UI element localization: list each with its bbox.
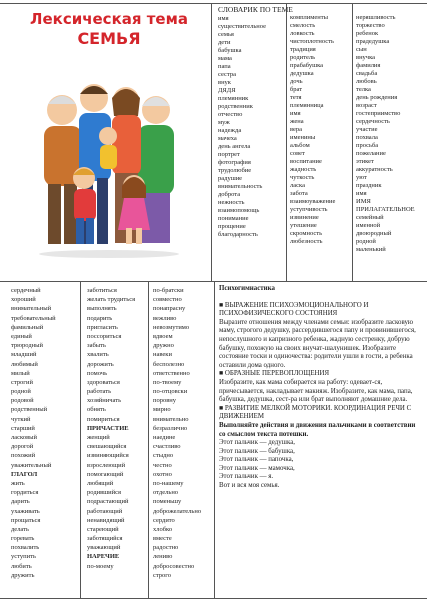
word: по-отцовски: [153, 388, 188, 396]
part-of-speech-label: существительное: [218, 23, 267, 30]
word: пожелание: [356, 150, 386, 157]
instruction: Выполняйте действия и движения пальчиками в соответствии со смыслом текста потешки.: [219, 421, 416, 438]
word: семейный: [356, 214, 384, 221]
word: забыть: [87, 342, 106, 350]
word: понапрасну: [153, 305, 186, 313]
word: утешение: [290, 222, 317, 229]
subsection-heading: ■ РАЗВИТИЕ МЕЛКОЙ МОТОРИКИ. КООРДИНАЦИЯ РЕЧИ С ДВИЖЕНИЕМ: [219, 404, 412, 421]
word: родной: [356, 238, 376, 245]
word: ДЯДЯ: [218, 87, 236, 94]
word: похожий: [11, 452, 36, 460]
word: по-моему: [87, 562, 114, 570]
word: жена: [290, 118, 304, 125]
word: взаимоуважение: [290, 198, 336, 205]
word: этикет: [356, 158, 374, 165]
word: доброжелательно: [153, 507, 202, 515]
page-title: [14, 10, 204, 48]
word: ухаживать: [11, 507, 40, 515]
word: дочь: [290, 78, 303, 85]
word: взаимопомощь: [218, 207, 260, 214]
word: вежливо: [153, 314, 177, 322]
word: скромность: [290, 230, 323, 237]
psycho-gymnastics-section: [219, 285, 418, 491]
word: мачеха: [218, 135, 237, 142]
word: добросовестно: [153, 562, 195, 570]
word: портрет: [218, 151, 240, 158]
word: любовь: [356, 78, 377, 85]
word: ненавидящий: [87, 516, 125, 524]
word: уважающий: [87, 544, 121, 552]
word: имя: [290, 110, 301, 117]
word: прадедушка: [356, 38, 390, 45]
word: прощение: [218, 223, 246, 230]
word: уступчивость: [290, 206, 328, 213]
word: благодарность: [218, 231, 258, 238]
part-of-speech-label: ПРИЧАСТИЕ: [87, 424, 129, 432]
word: родственный: [11, 406, 48, 414]
word: бесполезно: [153, 360, 185, 368]
word: дружить: [11, 571, 35, 579]
word: телка: [356, 86, 371, 93]
word: поровну: [153, 397, 177, 405]
word: ловкость: [290, 30, 315, 37]
word: имя: [356, 190, 367, 197]
word: счастливо: [153, 443, 181, 451]
word: по-нашему: [153, 479, 184, 487]
word: день ангела: [218, 143, 251, 150]
word: дедушка: [290, 70, 314, 77]
word: забота: [290, 190, 308, 197]
word: племянник: [218, 95, 249, 102]
word: старший: [11, 424, 35, 432]
word: желать трудиться: [87, 296, 136, 304]
word: обнять: [87, 406, 106, 414]
word: единый: [11, 332, 32, 340]
word: совет: [290, 150, 305, 157]
word: именной: [356, 222, 381, 229]
word: сердито: [153, 516, 175, 524]
word: вера: [290, 126, 303, 133]
word: уважительный: [11, 461, 52, 469]
word: требовательный: [11, 314, 56, 322]
word: извиняющийся: [87, 452, 129, 460]
word: дорогой: [11, 443, 34, 451]
word: нежность: [218, 199, 245, 206]
word: ласка: [290, 182, 305, 189]
word: ласковый: [11, 434, 38, 441]
word: неряшливость: [356, 14, 396, 21]
word: бабушка: [218, 47, 242, 54]
word: внук: [218, 79, 231, 86]
rhyme-line: Этот пальчик — папочка,: [219, 456, 294, 464]
word: честно: [153, 461, 172, 469]
word: дорожить: [87, 360, 114, 368]
word: альбом: [290, 142, 310, 149]
word: понимание: [218, 215, 249, 222]
word: папа: [218, 63, 231, 70]
word: смелость: [290, 22, 316, 29]
word: чуткость: [290, 174, 315, 181]
word: подарить: [87, 314, 113, 322]
word: поменьшу: [153, 498, 182, 506]
word: гордиться: [11, 489, 39, 497]
word: жить: [11, 479, 25, 487]
word: мама: [218, 55, 232, 62]
word: ответственно: [153, 369, 190, 377]
word: выполнять: [87, 305, 117, 313]
word: отдельно: [153, 489, 179, 497]
word: горевать: [11, 535, 35, 543]
vocab-col-3: [356, 14, 424, 254]
word: радостно: [153, 544, 179, 552]
word: помочь: [87, 369, 108, 377]
word: свадьба: [356, 70, 378, 77]
part-of-speech-label: ИМЯ: [356, 198, 371, 205]
top-border: [0, 3, 427, 4]
word: внимательно: [153, 415, 189, 423]
word: помогающий: [87, 470, 124, 478]
word: аккуратность: [356, 166, 393, 173]
title-line-1: Лексическая тема: [30, 10, 188, 28]
word: дарить: [11, 498, 30, 506]
rhyme-line: Этот пальчик — бабушка,: [219, 447, 295, 455]
word: традиция: [290, 46, 316, 53]
word: любить: [11, 562, 32, 570]
word: брат: [290, 86, 303, 93]
word: вдвоем: [153, 332, 173, 340]
word: заботиться: [87, 287, 117, 294]
word: родственник: [218, 103, 253, 110]
word: навеки: [153, 351, 172, 359]
divider-upper-1: [211, 3, 212, 281]
word: здороваться: [87, 378, 120, 386]
word: лениво: [153, 553, 173, 561]
word: радушие: [218, 175, 243, 182]
word: тетя: [290, 94, 302, 101]
word: уступить: [11, 553, 36, 561]
word: торжество: [356, 22, 385, 29]
word: фотография: [218, 159, 251, 166]
word: хозяйничать: [87, 397, 122, 405]
word: сердечный: [11, 287, 41, 294]
word: жадность: [290, 166, 317, 173]
word: женщий: [87, 434, 110, 441]
word: гостеприимство: [356, 110, 401, 117]
lower-col-1: [11, 286, 79, 580]
word: милый: [11, 369, 30, 377]
word: праздник: [356, 182, 382, 189]
word: безразлично: [153, 424, 188, 432]
word: племянница: [290, 102, 324, 109]
vocab-heading: СЛОВАРИК ПО ТЕМЕ: [218, 5, 293, 14]
vocab-col-2: [290, 14, 350, 246]
word: семья: [218, 31, 234, 38]
word: доброта: [218, 191, 241, 198]
section-heading: Психогимнастика: [219, 285, 275, 292]
word: именины: [290, 134, 316, 141]
word: фамильный: [11, 323, 44, 331]
word: подрастающий: [87, 498, 129, 506]
word: работающий: [87, 507, 123, 515]
word: ребенок: [356, 30, 379, 37]
word: чуткий: [11, 415, 31, 423]
word: чистоплотность: [290, 38, 334, 45]
word: пригласить: [87, 323, 118, 331]
divider-lower-3: [214, 281, 215, 598]
rhyme-line: Этот пальчик — я.: [219, 473, 274, 481]
subsection-heading: ■ ВЫРАЖЕНИЕ ПСИХОЭМОЦИОНАЛЬНОГО И ПСИХОФИЗИЧЕСКОГО СОСТОЯНИЯ: [219, 301, 369, 318]
word: наедине: [153, 434, 176, 441]
word: строго: [153, 571, 172, 579]
part-of-speech-label: имя: [218, 15, 229, 22]
word: сестра: [218, 71, 236, 78]
word: воспитание: [290, 158, 322, 165]
word: стыдно: [153, 452, 174, 460]
word: участие: [356, 126, 378, 133]
vocab-col-nouns: [218, 5, 293, 239]
word: похвалить: [11, 544, 40, 552]
word: похвала: [356, 134, 378, 141]
word: мирно: [153, 406, 171, 414]
part-of-speech-label: НАРЕЧИЕ: [87, 553, 120, 561]
word: взрослеющий: [87, 461, 126, 469]
word: вместе: [153, 535, 172, 543]
paragraph: Изобразите, как мама собирается на работу: одевает-ся, причесывается, накладывает макияж. Изобразите, как мама, папа, бабушка, дедушка, сест-ра или брат выполняют домашние дела.: [219, 378, 413, 404]
word: трюродный: [11, 342, 43, 350]
lower-col-2: [87, 286, 147, 571]
divider-upper-2: [286, 3, 287, 281]
word: делать: [11, 525, 29, 533]
word: охотно: [153, 470, 172, 478]
word: уют: [356, 174, 367, 181]
word: отчество: [218, 111, 243, 118]
word: любимый: [11, 360, 38, 368]
word: по-братски: [153, 287, 184, 294]
word: хлобко: [153, 525, 173, 533]
word: прощаться: [11, 516, 41, 524]
word: муж: [218, 119, 230, 126]
word: сын: [356, 46, 367, 53]
rhyme-line: Этот пальчик — мамочка,: [219, 464, 295, 472]
word: внимательность: [218, 183, 263, 190]
word: помириться: [87, 415, 120, 423]
divider-upper-3: [352, 3, 353, 281]
word: маленький: [356, 246, 386, 253]
word: по-твоему: [153, 378, 182, 386]
title-line-2: СЕМЬЯ: [77, 29, 141, 48]
word: прабабушка: [290, 62, 324, 69]
paragraph: Выразите отношения между членами семьи: изобразите ласковую маму, строгого дедушку, рассердившегося папу и провинившегося, непослушного и капризного ребенка, жадную сестренку, добрую бабушку, похожую на своих внучат-шалунишек. Изобразите состояние тоски и одиночества: родители ушли в гости, а ребенка оставили дома одного.: [219, 318, 416, 369]
word: любезность: [290, 238, 323, 245]
bottom-border: [0, 598, 427, 599]
divider-lower-2: [148, 281, 149, 598]
word: надежда: [218, 127, 242, 134]
part-of-speech-label: ГЛАГОЛ: [11, 470, 38, 478]
word: любящий: [87, 479, 114, 487]
word: внучка: [356, 54, 376, 61]
divider-lower-1: [80, 281, 81, 598]
part-of-speech-label: ПРИЛАГАТЕЛЬНОЕ: [356, 206, 415, 213]
word: просьба: [356, 142, 379, 149]
word: родитель: [290, 54, 316, 61]
word: младший: [11, 351, 37, 359]
word: невозмутимо: [153, 323, 190, 331]
word: поссориться: [87, 332, 122, 340]
word: родовой: [11, 397, 34, 405]
rhyme-line: Этот пальчик — дедушка,: [219, 439, 296, 447]
word: работать: [87, 388, 112, 396]
word: родной: [11, 388, 31, 396]
subsection-heading: ■ ОБРАЗНЫЕ ПЕРЕВОПЛОЩЕНИЯ: [219, 370, 330, 378]
word: родившийся: [87, 489, 122, 497]
word: день рождения: [356, 94, 398, 101]
word: извинение: [290, 214, 319, 221]
word: сердечность: [356, 118, 390, 125]
word: заботящийся: [87, 535, 123, 543]
word: возраст: [356, 102, 377, 109]
word: хвалить: [87, 351, 109, 359]
word: дружно: [153, 342, 174, 350]
family-illustration: [34, 58, 184, 258]
word: свешающийся: [87, 443, 127, 451]
word: фамилия: [356, 62, 381, 69]
word: внимательный: [11, 305, 52, 313]
lower-col-3: [153, 286, 213, 580]
word: двоюродный: [356, 230, 392, 237]
word: строгий: [11, 378, 33, 386]
word: дети: [218, 39, 231, 46]
word: совместно: [153, 296, 182, 304]
rhyme-line: Вот и вся моя семья.: [219, 482, 280, 490]
word: хороший: [11, 296, 36, 304]
word: трудолюбие: [218, 167, 252, 174]
word: стареющий: [87, 525, 119, 533]
word: комплименты: [290, 14, 328, 21]
